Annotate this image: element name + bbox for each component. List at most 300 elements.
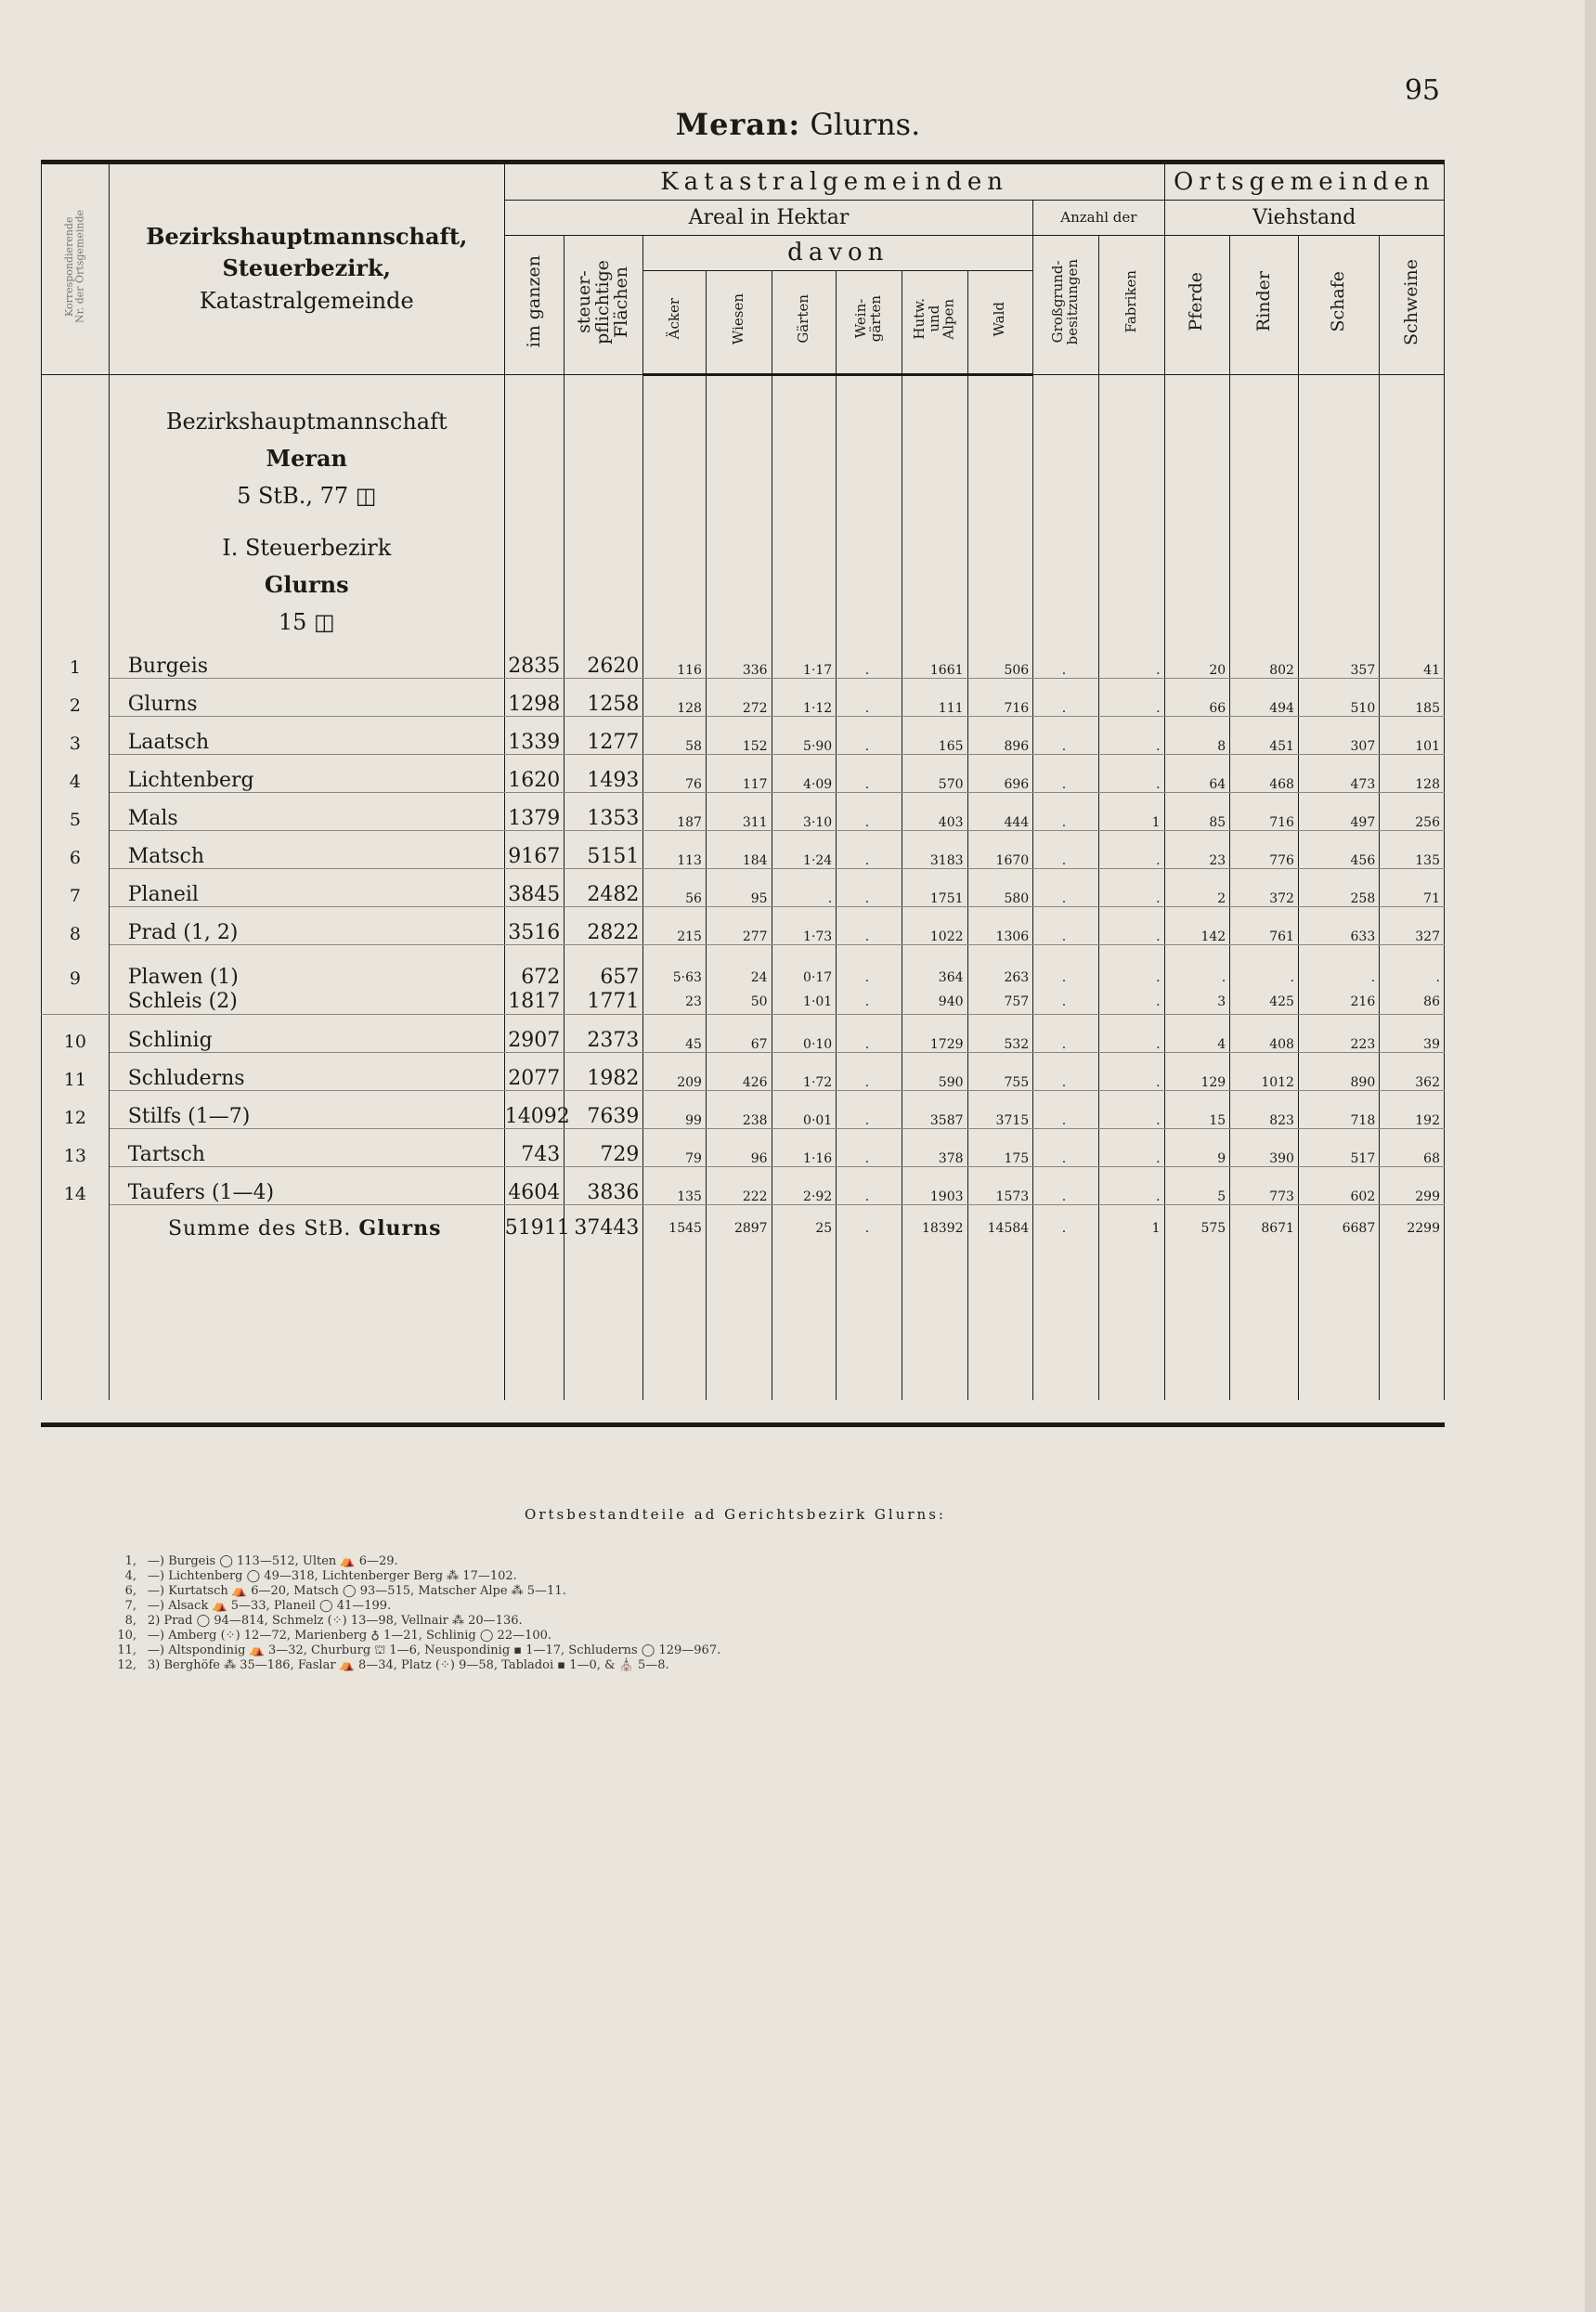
cell-pferde: 66 — [1164, 678, 1230, 716]
cell-pferde: 15 — [1164, 1090, 1230, 1128]
cell-wald — [967, 944, 1033, 1014]
filler-cell — [772, 1252, 837, 1400]
cell-hutw: 1903 — [902, 1166, 967, 1204]
cell-wein: . — [837, 1166, 902, 1204]
cell-aecker: 116 — [643, 641, 707, 679]
table-row — [42, 1014, 1445, 1052]
cell-schweine: 128 — [1380, 754, 1445, 792]
cell-rinder: 408 — [1230, 1014, 1299, 1052]
cell-fabr: . — [1098, 868, 1164, 906]
cell-schweine: 192 — [1380, 1090, 1445, 1128]
subcell-hutw: 364 — [938, 969, 964, 985]
subcell-fabr: . — [1156, 969, 1161, 985]
cell-rinder: 776 — [1230, 830, 1299, 868]
filler-cell — [504, 1252, 564, 1400]
header-hutweiden: Hutw. und Alpen — [902, 270, 967, 374]
cell-schweine: 327 — [1380, 906, 1445, 944]
cell-gross: . — [1033, 716, 1099, 754]
cell-aecker: 215 — [643, 906, 707, 944]
cell-wald: 506 — [967, 641, 1033, 679]
table-row — [42, 830, 1445, 868]
cell-wiesen: 238 — [706, 1090, 772, 1128]
cell-ganzen: 4604 — [504, 1166, 564, 1204]
sum-hutw: 18392 — [902, 1204, 967, 1252]
cell-fabr: . — [1098, 754, 1164, 792]
cell-fabr: . — [1098, 641, 1164, 679]
cell-wald: 580 — [967, 868, 1033, 906]
cell-wiesen: 336 — [706, 641, 772, 679]
cell-wald: 1670 — [967, 830, 1033, 868]
cell-aecker — [643, 944, 707, 1014]
cell-fabr: 1 — [1098, 792, 1164, 830]
cell-schafe: 223 — [1298, 1014, 1379, 1052]
cell-rinder: 494 — [1230, 678, 1299, 716]
cell-gaerten: . — [772, 868, 837, 906]
header-steuerpflichtig: steuer- pflichtige Flächen — [564, 235, 643, 374]
cell-hutw: 1022 — [902, 906, 967, 944]
sum-label-district: Glurns — [358, 1215, 442, 1240]
cell-rinder: 390 — [1230, 1128, 1299, 1166]
cell-schweine: 39 — [1380, 1014, 1445, 1052]
cell-wiesen: 95 — [706, 868, 772, 906]
cell-wald: 716 — [967, 678, 1033, 716]
sum-schafe: 6687 — [1298, 1204, 1379, 1252]
cell-pferde: 129 — [1164, 1052, 1230, 1090]
cell-schweine: 185 — [1380, 678, 1445, 716]
cell-ganzen: 3516 — [504, 906, 564, 944]
sum-fabr: 1 — [1098, 1204, 1164, 1252]
cell-hutw: 1751 — [902, 868, 967, 906]
note-text: 3) Berghöfe ⁂ 35—186, Faslar ⛺ 8—34, Platz (⁘) 9—58, Tabladoi ▪ 1—0, & ⛪ 5—8. — [148, 1658, 669, 1672]
cell-aecker: 99 — [643, 1090, 707, 1128]
subcell-gaerten: 0·17 — [803, 969, 833, 985]
row-number: 14 — [42, 1166, 110, 1204]
row-number — [42, 1204, 110, 1252]
cell-gaerten: 0·01 — [772, 1090, 837, 1128]
table-row — [42, 716, 1445, 754]
row-number: 12 — [42, 1090, 110, 1128]
subcell-ganzen: 672 — [521, 965, 561, 989]
cell-gross: . — [1033, 1166, 1099, 1204]
cell-aecker: 76 — [643, 754, 707, 792]
cell-rinder: 468 — [1230, 754, 1299, 792]
statistics-table — [41, 160, 1445, 1427]
subcell-pferde: 3 — [1217, 994, 1226, 1009]
cell-wald: 696 — [967, 754, 1033, 792]
note-text: —) Burgeis ◯ 113—512, Ulten ⛺ 6—29. — [148, 1554, 398, 1568]
cell-hutw: 165 — [902, 716, 967, 754]
cell-gross: . — [1033, 830, 1099, 868]
cell-schweine: 299 — [1380, 1166, 1445, 1204]
header-davon: davon — [643, 235, 1033, 270]
filler-cell — [42, 1252, 110, 1400]
note-text: —) Altspondinig ⛺ 3—32, Churburg ⛫ 1—6, Neuspondinig ▪ 1—17, Schluderns ◯ 129—967. — [148, 1643, 721, 1657]
cell-gross — [1033, 944, 1099, 1014]
filler-cell — [564, 1252, 643, 1400]
note-item — [85, 1614, 1385, 1629]
cell-wiesen: 426 — [706, 1052, 772, 1090]
cell-wiesen: 117 — [706, 754, 772, 792]
header-orts-group: Ortsgemeinden — [1164, 164, 1444, 200]
cell-schweine — [1380, 944, 1445, 1014]
subcell-gaerten: 1·01 — [803, 994, 833, 1009]
cell-gaerten: 1·17 — [772, 641, 837, 679]
cell-aecker: 56 — [643, 868, 707, 906]
cell-rinder: 802 — [1230, 641, 1299, 679]
cell-pferde: 2 — [1164, 868, 1230, 906]
scan-edge — [1585, 0, 1596, 2312]
cell-hutw: 378 — [902, 1128, 967, 1166]
cell-steuer: 1982 — [564, 1052, 643, 1090]
table-row — [42, 754, 1445, 792]
cell-schafe: 258 — [1298, 868, 1379, 906]
cell-schafe: 633 — [1298, 906, 1379, 944]
row-name: Planeil — [109, 868, 504, 906]
cell-wald: 755 — [967, 1052, 1033, 1090]
intro-stb-count: 15 ◫ — [278, 608, 335, 635]
note-number: 1, — [124, 1554, 136, 1568]
row-number: 5 — [42, 792, 110, 830]
cell-wiesen — [706, 944, 772, 1014]
row-number: 11 — [42, 1052, 110, 1090]
cell-fabr: . — [1098, 1090, 1164, 1128]
sum-gaerten: 25 — [772, 1204, 837, 1252]
cell-wald: 444 — [967, 792, 1033, 830]
sum-steuer: 37443 — [564, 1204, 643, 1252]
cell-steuer: 1258 — [564, 678, 643, 716]
header-pferde: Pferde — [1164, 235, 1230, 374]
subcell-gross: . — [1061, 969, 1067, 985]
cell-steuer: 7639 — [564, 1090, 643, 1128]
cell-schafe: 473 — [1298, 754, 1379, 792]
sum-aecker: 1545 — [643, 1204, 707, 1252]
sum-rinder: 8671 — [1230, 1204, 1299, 1252]
cell-hutw — [902, 944, 967, 1014]
note-text: —) Amberg (⁘) 12—72, Marienberg ♁ 1—21, Schlinig ◯ 22—100. — [148, 1629, 552, 1643]
cell-pferde: 64 — [1164, 754, 1230, 792]
sum-label — [109, 1204, 504, 1252]
cell-aecker: 187 — [643, 792, 707, 830]
cell-hutw: 570 — [902, 754, 967, 792]
subcell-schweine: . — [1435, 969, 1440, 985]
cell-wald: 532 — [967, 1014, 1033, 1052]
note-number: 12, — [117, 1658, 136, 1672]
cell-hutw: 3587 — [902, 1090, 967, 1128]
header-katastral-group: Katastralgemeinden — [504, 164, 1164, 200]
cell-schafe: 357 — [1298, 641, 1379, 679]
subcell-wein: . — [864, 969, 870, 985]
note-text: —) Alsack ⛺ 5—33, Planeil ◯ 41—199. — [148, 1599, 392, 1613]
cell-pferde: 9 — [1164, 1128, 1230, 1166]
cell-schweine: 41 — [1380, 641, 1445, 679]
table-row — [42, 641, 1445, 679]
row-name: Stilfs (1—7) — [109, 1090, 504, 1128]
cell-aecker: 128 — [643, 678, 707, 716]
cell-gross: . — [1033, 1090, 1099, 1128]
cell-fabr: . — [1098, 1052, 1164, 1090]
header-im-ganzen: im ganzen — [504, 235, 564, 374]
cell-wein: . — [837, 906, 902, 944]
cell-gaerten: 1·72 — [772, 1052, 837, 1090]
row-name: Laatsch — [109, 716, 504, 754]
intro-block — [109, 374, 504, 641]
header-wiesen: Wiesen — [706, 270, 772, 374]
cell-schafe: 602 — [1298, 1166, 1379, 1204]
cell-wein: . — [837, 1014, 902, 1052]
subcell-wein: . — [864, 994, 870, 1009]
cell-pferde: 23 — [1164, 830, 1230, 868]
cell-schweine: 362 — [1380, 1052, 1445, 1090]
intro-stb-name: Glurns — [264, 570, 349, 598]
cell-wiesen: 272 — [706, 678, 772, 716]
header-aecker: Äcker — [643, 270, 707, 374]
table-row — [42, 792, 1445, 830]
filler-cell — [1298, 1252, 1379, 1400]
table-row — [42, 1090, 1445, 1128]
cell-steuer: 1353 — [564, 792, 643, 830]
subcell-schweine: 86 — [1423, 994, 1440, 1009]
cell-rinder — [1230, 944, 1299, 1014]
cell-ganzen: 9167 — [504, 830, 564, 868]
intro-bh-name: Meran — [266, 444, 347, 472]
cell-rinder: 823 — [1230, 1090, 1299, 1128]
row-name: Tartsch — [109, 1128, 504, 1166]
table-row — [42, 944, 1445, 1014]
header-schafe: Schafe — [1298, 235, 1379, 374]
note-text: —) Kurtatsch ⛺ 6—20, Matsch ◯ 93—515, Matscher Alpe ⁂ 5—11. — [148, 1584, 566, 1598]
cell-wein: . — [837, 1052, 902, 1090]
note-item — [85, 1643, 1385, 1658]
row-name: Prad (1, 2) — [109, 906, 504, 944]
subcell-wald: 757 — [1004, 994, 1030, 1009]
cell-wein: . — [837, 1090, 902, 1128]
cell-steuer: 1277 — [564, 716, 643, 754]
cell-wiesen: 67 — [706, 1014, 772, 1052]
cell-gaerten: 1·12 — [772, 678, 837, 716]
cell-wald: 175 — [967, 1128, 1033, 1166]
cell-schafe: 456 — [1298, 830, 1379, 868]
notes-section — [85, 1506, 1385, 1673]
row-number: 7 — [42, 868, 110, 906]
row-name — [109, 944, 504, 1014]
cell-gross: . — [1033, 1128, 1099, 1166]
cell-steuer: 729 — [564, 1128, 643, 1166]
sum-ganzen: 51911 — [504, 1204, 564, 1252]
cell-schweine: 71 — [1380, 868, 1445, 906]
cell-pferde: 8 — [1164, 716, 1230, 754]
note-item — [85, 1569, 1385, 1584]
subcell-wiesen: 24 — [750, 969, 768, 985]
subcell-fabr: . — [1156, 994, 1161, 1009]
note-text: 2) Prad ◯ 94—814, Schmelz (⁘) 13—98, Vellnair ⁂ 20—136. — [148, 1614, 523, 1628]
cell-ganzen: 14092 — [504, 1090, 564, 1128]
header-weingaerten: Wein- gärten — [837, 270, 902, 374]
note-item — [85, 1658, 1385, 1673]
cell-hutw: 111 — [902, 678, 967, 716]
table-row — [42, 678, 1445, 716]
cell-rinder: 761 — [1230, 906, 1299, 944]
cell-fabr: . — [1098, 1014, 1164, 1052]
cell-hutw: 403 — [902, 792, 967, 830]
cell-pferde — [1164, 944, 1230, 1014]
cell-ganzen: 1620 — [504, 754, 564, 792]
subcell-steuer: 657 — [600, 965, 640, 989]
table-row — [42, 906, 1445, 944]
sum-row — [42, 1204, 1445, 1252]
cell-pferde: 85 — [1164, 792, 1230, 830]
notes-list — [85, 1554, 1385, 1673]
row-subname: Plawen (1) — [127, 965, 239, 989]
cell-schweine: 68 — [1380, 1128, 1445, 1166]
row-name: Glurns — [109, 678, 504, 716]
cell-fabr: . — [1098, 830, 1164, 868]
cell-ganzen: 1339 — [504, 716, 564, 754]
note-item — [85, 1554, 1385, 1569]
table-row — [42, 1052, 1445, 1090]
cell-fabr — [1098, 944, 1164, 1014]
cell-gross: . — [1033, 641, 1099, 679]
row-subname: Schleis (2) — [127, 989, 238, 1013]
header-viehstand: Viehstand — [1164, 200, 1444, 235]
cell-schafe: 307 — [1298, 716, 1379, 754]
filler-cell — [1164, 1252, 1230, 1400]
sum-pferde: 575 — [1164, 1204, 1230, 1252]
subcell-aecker: 23 — [685, 994, 702, 1009]
cell-hutw: 1661 — [902, 641, 967, 679]
cell-wein: . — [837, 641, 902, 679]
filler-cell — [706, 1252, 772, 1400]
row-number: 6 — [42, 830, 110, 868]
cell-steuer: 2373 — [564, 1014, 643, 1052]
cell-wald: 896 — [967, 716, 1033, 754]
subcell-schafe: . — [1370, 969, 1376, 985]
table-row — [42, 1166, 1445, 1204]
note-item — [85, 1629, 1385, 1643]
cell-wiesen: 96 — [706, 1128, 772, 1166]
cell-gaerten: 2·92 — [772, 1166, 837, 1204]
note-text: —) Lichtenberg ◯ 49—318, Lichtenberger Berg ⁂ 17—102. — [148, 1569, 517, 1583]
cell-hutw: 1729 — [902, 1014, 967, 1052]
filler-cell — [109, 1252, 504, 1400]
subcell-rinder: . — [1290, 969, 1294, 985]
header-anzahl: Anzahl der — [1033, 200, 1164, 235]
cell-pferde: 142 — [1164, 906, 1230, 944]
cell-pferde: 5 — [1164, 1166, 1230, 1204]
cell-wald: 1306 — [967, 906, 1033, 944]
sum-wald: 14584 — [967, 1204, 1033, 1252]
row-number: 8 — [42, 906, 110, 944]
cell-gross: . — [1033, 792, 1099, 830]
row-name: Schlinig — [109, 1014, 504, 1052]
cell-wein: . — [837, 1128, 902, 1166]
cell-steuer: 2620 — [564, 641, 643, 679]
table-row — [42, 868, 1445, 906]
sum-wein: . — [837, 1204, 902, 1252]
note-number: 6, — [124, 1584, 136, 1598]
cell-gross: . — [1033, 868, 1099, 906]
cell-gaerten — [772, 944, 837, 1014]
row-number: 13 — [42, 1128, 110, 1166]
cell-rinder: 1012 — [1230, 1052, 1299, 1090]
cell-schafe: 510 — [1298, 678, 1379, 716]
row-name: Schluderns — [109, 1052, 504, 1090]
row-name: Matsch — [109, 830, 504, 868]
cell-wiesen: 277 — [706, 906, 772, 944]
subcell-ganzen: 1817 — [508, 989, 561, 1013]
sum-schweine: 2299 — [1380, 1204, 1445, 1252]
cell-schafe: 517 — [1298, 1128, 1379, 1166]
cell-fabr: . — [1098, 1166, 1164, 1204]
cell-wein: . — [837, 830, 902, 868]
cell-rinder: 451 — [1230, 716, 1299, 754]
cell-steuer: 3836 — [564, 1166, 643, 1204]
cell-schafe: 718 — [1298, 1090, 1379, 1128]
notes-title: Ortsbestandteile ad Gerichtsbezirk Glurns: — [525, 1506, 946, 1523]
filler-cell — [1230, 1252, 1299, 1400]
subcell-hutw: 940 — [938, 994, 964, 1009]
note-item — [85, 1584, 1385, 1599]
sum-label-text: Summe des StB. — [167, 1216, 352, 1240]
cell-steuer: 5151 — [564, 830, 643, 868]
cell-schweine: 256 — [1380, 792, 1445, 830]
row-number: 3 — [42, 716, 110, 754]
subcell-wiesen: 50 — [750, 994, 768, 1009]
header-schweine: Schweine — [1380, 235, 1445, 374]
cell-gross: . — [1033, 1014, 1099, 1052]
cell-wiesen: 152 — [706, 716, 772, 754]
sum-gross: . — [1033, 1204, 1099, 1252]
cell-hutw: 3183 — [902, 830, 967, 868]
intro-bh-label: Bezirkshauptmannschaft — [165, 408, 448, 435]
cell-steuer: 2822 — [564, 906, 643, 944]
cell-schafe — [1298, 944, 1379, 1014]
cell-gaerten: 4·09 — [772, 754, 837, 792]
cell-wein — [837, 944, 902, 1014]
page-title-district: Meran: — [675, 107, 801, 142]
filler-cell — [1098, 1252, 1164, 1400]
cell-aecker: 209 — [643, 1052, 707, 1090]
intro-bh-count: 5 StB., 77 ◫ — [237, 482, 377, 509]
cell-wein: . — [837, 678, 902, 716]
cell-ganzen: 2835 — [504, 641, 564, 679]
cell-gaerten: 5·90 — [772, 716, 837, 754]
filler-cell — [902, 1252, 967, 1400]
cell-hutw: 590 — [902, 1052, 967, 1090]
cell-rinder: 773 — [1230, 1166, 1299, 1204]
header-name: Bezirkshauptmannschaft, Steuerbezirk, Katastralgemeinde — [109, 164, 504, 374]
cell-rinder: 716 — [1230, 792, 1299, 830]
filler-cell — [1033, 1252, 1099, 1400]
cell-ganzen: 3845 — [504, 868, 564, 906]
cell-rinder: 372 — [1230, 868, 1299, 906]
cell-gaerten: 1·24 — [772, 830, 837, 868]
cell-fabr: . — [1098, 678, 1164, 716]
cell-steuer: 2482 — [564, 868, 643, 906]
cell-gross: . — [1033, 678, 1099, 716]
row-number: 4 — [42, 754, 110, 792]
cell-aecker: 135 — [643, 1166, 707, 1204]
row-name: Taufers (1—4) — [109, 1166, 504, 1204]
page-title-subdistrict: Glurns. — [810, 107, 921, 142]
note-number: 10, — [117, 1629, 136, 1643]
subcell-gross: . — [1061, 994, 1067, 1009]
cell-aecker: 79 — [643, 1128, 707, 1166]
header-fabriken: Fabriken — [1098, 235, 1164, 374]
cell-wald: 1573 — [967, 1166, 1033, 1204]
cell-aecker: 45 — [643, 1014, 707, 1052]
row-number: 10 — [42, 1014, 110, 1052]
subcell-steuer: 1771 — [587, 989, 640, 1013]
